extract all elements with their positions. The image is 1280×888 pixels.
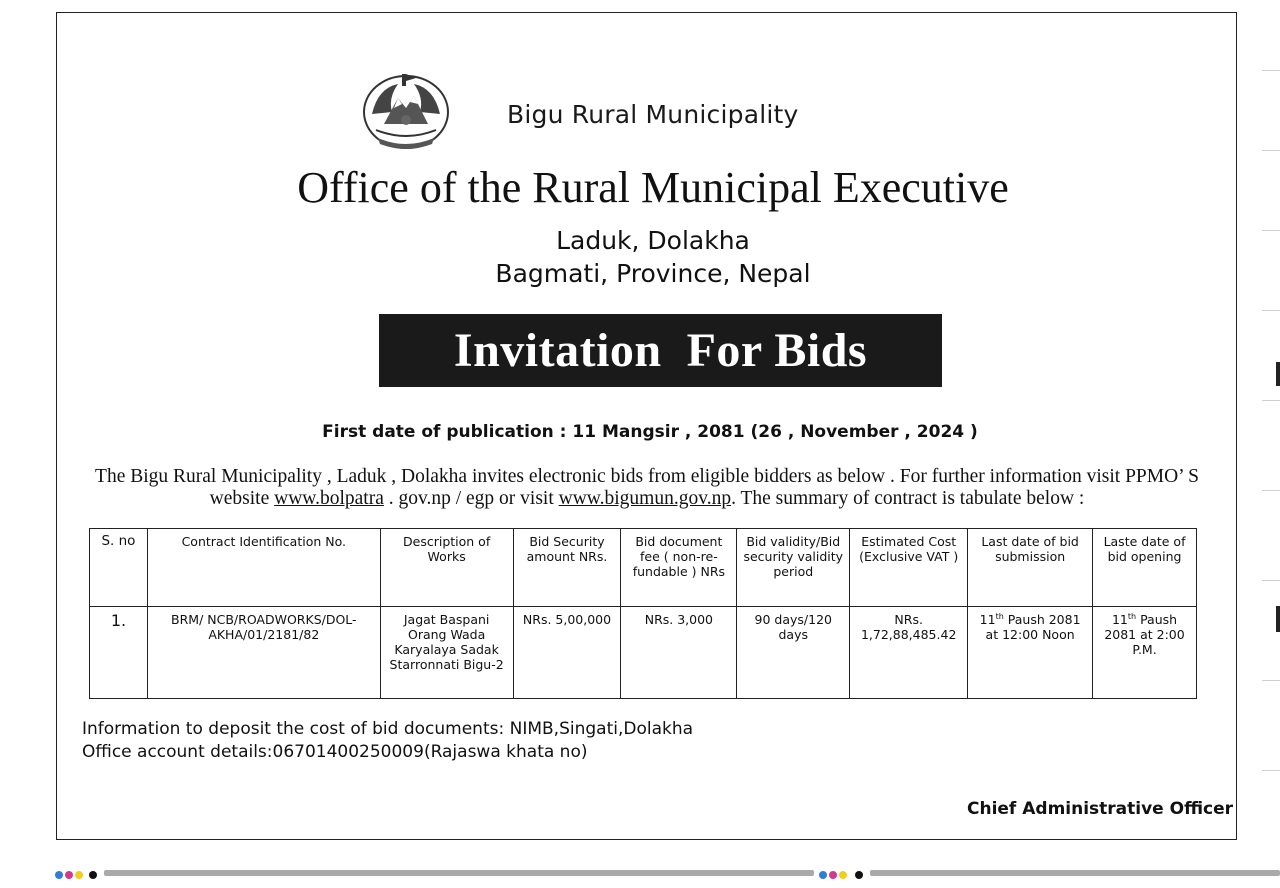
footer-rule-left: [104, 870, 814, 876]
edge-rule: [1262, 680, 1280, 681]
edge-rule: [1262, 490, 1280, 491]
header-validity: Bid validity/Bid security validity period: [737, 529, 850, 607]
header-bid-security: Bid Security amount NRs.: [513, 529, 621, 607]
header-sno: S. no: [90, 529, 148, 607]
intro-text-3: . The summary of contract is tabulate below :: [731, 488, 1085, 509]
header-doc-fee: Bid document fee ( non-re-fundable ) NRs: [621, 529, 737, 607]
banner-title: Invitation For Bids: [453, 324, 868, 377]
invitation-banner: [379, 314, 942, 387]
cell-contract-id: BRM/ NCB/ROADWORKS/DOL-AKHA/01/2181/82: [147, 607, 380, 699]
header-opening-date: Laste date of bid opening: [1093, 529, 1197, 607]
footer-rule-right: [870, 870, 1280, 876]
edge-rule: [1262, 70, 1280, 71]
table-header-row: [90, 529, 1197, 607]
dot-blue-icon: [819, 871, 827, 879]
publication-date: First date of publication : 11 Mangsir , 2081 (26 , November , 2024 ): [322, 422, 978, 442]
dot-blue-icon: [55, 871, 63, 879]
dot-magenta-icon: [65, 871, 73, 879]
intro-text-1: The Bigu Rural Municipality , Laduk , Dolakha invites electronic bids from eligible bidders as below . For further information visit PPMO’ S website: [95, 466, 1199, 509]
header-submission-date: Last date of bid submission: [968, 529, 1093, 607]
submission-day-suffix: th: [995, 611, 1004, 621]
opening-day: 11: [1111, 612, 1128, 627]
intro-paragraph: [92, 466, 1202, 510]
deposit-info: [82, 718, 693, 764]
edge-rule: [1262, 230, 1280, 231]
opening-day-suffix: th: [1127, 611, 1137, 621]
address-line-1: Laduk, Dolakha: [556, 226, 750, 255]
cell-opening-date: [1093, 607, 1197, 699]
dot-black-icon: [89, 871, 97, 879]
intro-text-2: . gov.np / egp or visit: [383, 488, 559, 509]
cell-submission-date: [968, 607, 1093, 699]
nepal-government-emblem-icon: [358, 68, 454, 154]
table-row: [90, 607, 1197, 699]
dot-black-icon: [855, 871, 863, 879]
submission-day: 11: [979, 612, 996, 627]
cell-description: Jagat Baspani Orang Wada Karyalaya Sadak Starronnati Bigu-2: [380, 607, 513, 699]
edge-rule: [1262, 770, 1280, 771]
opening-rest: Paush 2081 at 2:00 P.M.: [1104, 612, 1185, 657]
deposit-line-2: Office account details:06701400250009(Rajaswa khata no): [82, 742, 588, 762]
edge-mark: [1276, 362, 1280, 386]
edge-rule: [1262, 150, 1280, 151]
submission-rest: Paush 2081 at 12:00 Noon: [985, 612, 1081, 642]
bigumun-link[interactable]: www.bigumun.gov.np: [558, 488, 732, 509]
cell-doc-fee: NRs. 3,000: [621, 607, 737, 699]
header-estimated-cost: Estimated Cost (Exclusive VAT ): [850, 529, 968, 607]
cell-estimated-cost: NRs. 1,72,88,485.42: [850, 607, 968, 699]
edge-mark: [1276, 606, 1280, 632]
cell-validity: 90 days/120 days: [737, 607, 850, 699]
dot-yellow-icon: [839, 871, 847, 879]
dot-magenta-icon: [829, 871, 837, 879]
signatory-title: Chief Administrative Officer: [967, 799, 1234, 819]
edge-rule: [1262, 400, 1280, 401]
edge-rule: [1262, 580, 1280, 581]
deposit-line-1: Information to deposit the cost of bid documents: NIMB,Singati,Dolakha: [82, 719, 694, 739]
address-line-2: Bagmati, Province, Nepal: [495, 259, 811, 288]
cell-sno: 1.: [90, 607, 148, 699]
header-description: Description of Works: [380, 529, 513, 607]
header-contract-id: Contract Identification No.: [147, 529, 380, 607]
municipality-name: Bigu Rural Municipality: [507, 100, 799, 129]
office-title: Office of the Rural Municipal Executive: [297, 163, 1009, 212]
edge-rule: [1262, 310, 1280, 311]
dot-yellow-icon: [75, 871, 83, 879]
bolpatra-link[interactable]: www.bolpatra: [274, 488, 384, 509]
contract-summary-table: [89, 528, 1197, 699]
cell-bid-security: NRs. 5,00,000: [513, 607, 621, 699]
